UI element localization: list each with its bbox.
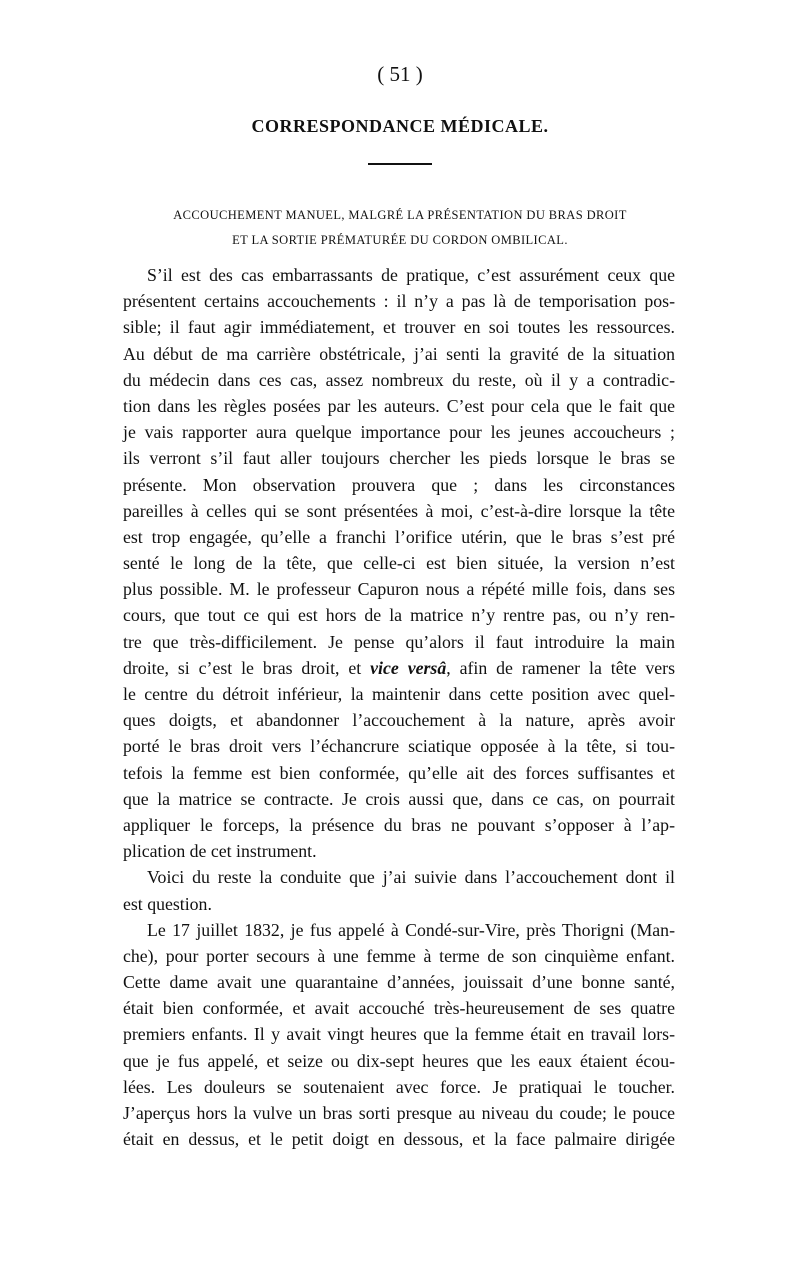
text-line: S’il est des cas embarrassants de pratique, c’est assurément ceux que <box>147 265 675 285</box>
text-line: Voici du reste la conduite que j’ai suivie dans l’accouchement dont il <box>147 867 675 888</box>
subtitle-line: ACCOUCHEMENT MANUEL, MALGRÉ LA PRÉSENTATION DU BRAS DROIT <box>173 208 627 222</box>
article-body <box>123 262 675 1152</box>
article-subtitle <box>120 203 680 253</box>
text-line: lées. Les douleurs se soutenaient avec force. Je pratiquai le toucher. <box>123 1076 675 1097</box>
text-line: Au début de ma carrière obstétricale, j’ai senti la gravité de la situation <box>123 343 675 364</box>
text-line: tion dans les règles posées par les auteurs. C’est pour cela que le fait que <box>123 395 675 416</box>
text-line: que la matrice se contracte. Je crois aussi que, dans ce cas, on pourrait <box>123 788 675 809</box>
text-line: premiers enfants. Il y avait vingt heures que la femme était en travail lors- <box>123 1024 675 1045</box>
text-line: était en dessus, et le petit doigt en dessous, et la face palmaire dirigée <box>123 1129 675 1150</box>
text-line: che), pour porter secours à une femme à terme de son cinquième enfant. <box>123 945 675 966</box>
page-number: ( 51 ) <box>377 62 423 86</box>
text-line: est trop engagée, qu’elle a franchi l’orifice utérin, que le bras s’est pré <box>123 526 675 547</box>
text-line: était bien conformée, et avait accouché très-heureusement de ses quatre <box>123 998 675 1019</box>
text-line: ils verront s’il faut aller toujours chercher les pieds lorsque le bras se <box>123 448 675 469</box>
text-line: tefois la femme est bien conformée, qu’elle ait des forces suffisantes et <box>123 762 675 783</box>
text-line: Le 17 juillet 1832, je fus appelé à Condé-sur-Vire, près Thorigni (Man- <box>147 919 675 940</box>
text-line: cours, que tout ce qui est hors de la matrice n’y rentre pas, ou n’y ren- <box>123 605 675 626</box>
text-line: appliquer le forceps, la présence du bras ne pouvant s’opposer à l’ap- <box>123 814 675 835</box>
text-line: sible; il faut agir immédiatement, et trouver en soi toutes les ressources. <box>123 317 675 338</box>
text-line: le centre du détroit inférieur, la maintenir dans cette position avec quel- <box>123 684 675 704</box>
text-line: J’aperçus hors la vulve un bras sorti presque au niveau du coude; le pouce <box>123 1103 675 1123</box>
heading-divider <box>368 163 432 165</box>
text-line: je vais rapporter aura quelque importance pour les jeunes accoucheurs ; <box>123 422 675 443</box>
text-line: plus possible. M. le professeur Capuron nous a répété mille fois, dans ses <box>123 579 675 600</box>
line-segment: droite, si c’est le bras droit, et <box>123 657 362 678</box>
text-line <box>123 655 675 681</box>
italic-phrase: vice versâ <box>370 657 447 678</box>
text-line: du médecin dans ces cas, assez nombreux du reste, où il y a contradic- <box>123 369 675 390</box>
text-line: pareilles à celles qui se sont présentées à moi, c’est-à-dire lorsque la tête <box>123 500 675 521</box>
subtitle-line: ET LA SORTIE PRÉMATURÉE DU CORDON OMBILICAL. <box>232 233 568 247</box>
text-line: est question. <box>123 893 212 914</box>
text-line: senté le long de la tête, que celle-ci est bien située, la version n’est <box>123 553 675 574</box>
text-line: ques doigts, et abandonner l’accouchement à la nature, après avoir <box>123 710 675 731</box>
text-line: que je fus appelé, et seize ou dix-sept heures que les eaux étaient écou- <box>123 1050 675 1071</box>
text-line: Cette dame avait une quarantaine d’années, jouissait d’une bonne santé, <box>123 972 675 993</box>
text-line: présente. Mon observation prouvera que ; dans les circonstances <box>123 474 675 495</box>
text-line: porté le bras droit vers l’échancrure sciatique opposée à la tête, si tou- <box>123 736 675 757</box>
section-heading: CORRESPONDANCE MÉDICALE. <box>251 116 549 136</box>
line-segment: , afin de ramener la tête vers <box>446 657 676 678</box>
text-line: présentent certains accouchements : il n’y a pas là de temporisation pos- <box>123 291 675 312</box>
text-line: tre que très-difficilement. Je pense qu’alors il faut introduire la main <box>123 631 675 652</box>
text-line: plication de cet instrument. <box>123 841 317 862</box>
